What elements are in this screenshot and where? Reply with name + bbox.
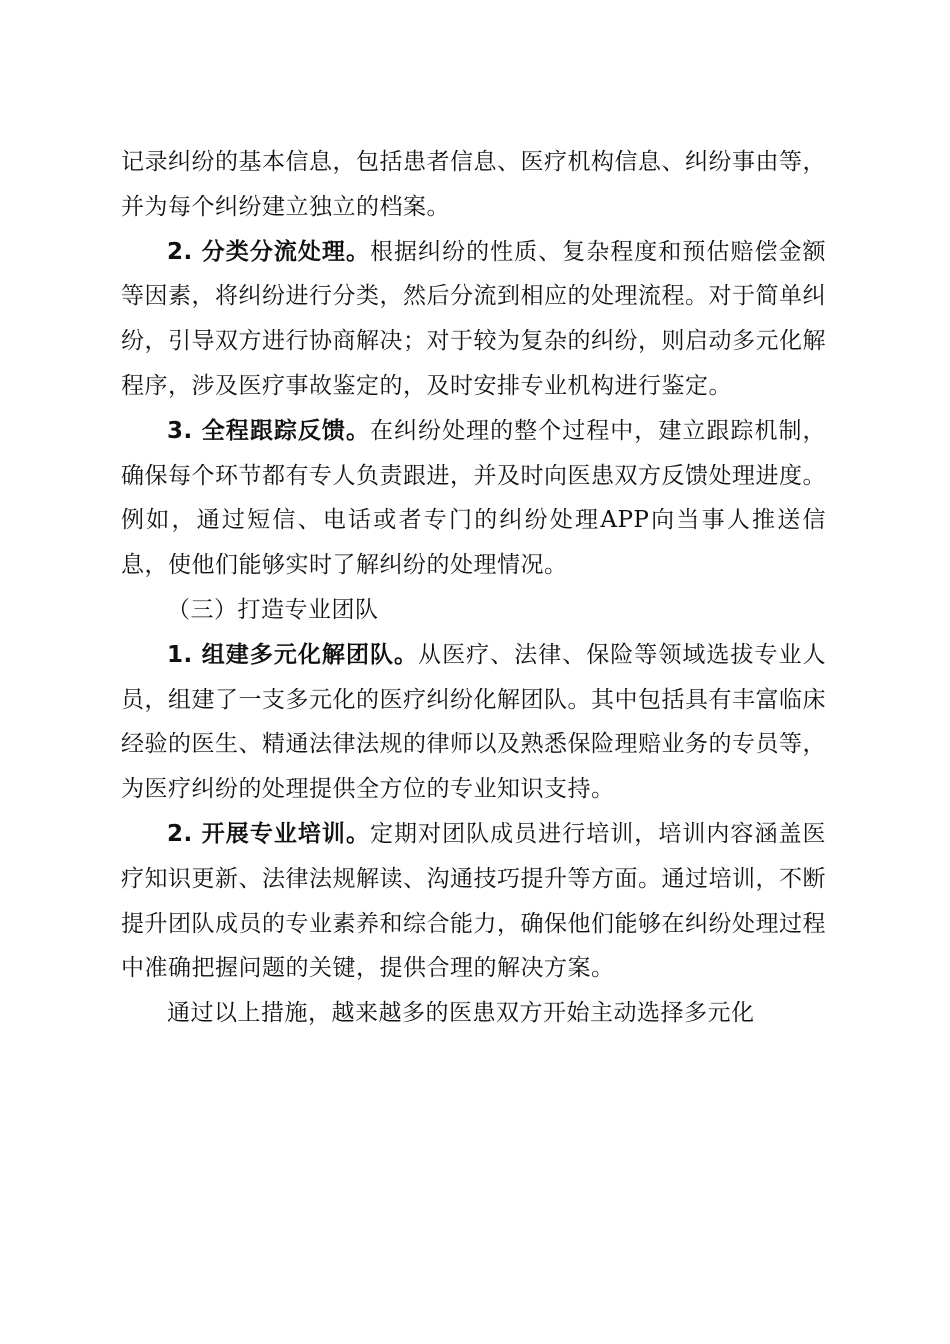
paragraph-body: 从医疗、法律、保险等领域选拔专业人员，组建了一支多元化的医疗纠纷化解团队。其中包括具有丰富临床经验的医生、精通法律法规的律师以及熟悉保险理赔业务的专员等，为医疗纠纷的处理提供全方位的专业知识支持。 — [121, 641, 827, 803]
paragraph-body: 记录纠纷的基本信息，包括患者信息、医疗机构信息、纠纷事由等，并为每个纠纷建立独立的档案。 — [121, 149, 826, 220]
paragraph-heading: 1. 组建多元化解团队。 — [167, 641, 419, 668]
section-heading: （三）打造专业团队 — [167, 596, 379, 623]
paragraph-continuation — [121, 140, 826, 230]
paragraph-body: 根据纠纷的性质、复杂程度和预估赔偿金额等因素，将纠纷进行分类，然后分流到相应的处理流程。对于简单纠纷，引导双方进行协商解决；对于较为复杂的纠纷，则启动多元化解程序，涉及医疗事故鉴定的，及时安排专业机构进行鉴定。 — [121, 238, 827, 399]
paragraph-classification — [121, 230, 826, 409]
paragraph-body: 通过以上措施，越来越多的医患双方开始主动选择多元化 — [167, 1000, 755, 1027]
paragraph-team — [121, 633, 826, 812]
paragraph-heading: 3. 全程跟踪反馈。 — [167, 417, 370, 444]
document-page — [121, 140, 826, 1036]
paragraph-heading: 2. 开展专业培训。 — [167, 820, 370, 847]
paragraph-training — [121, 812, 826, 991]
paragraph-body: 定期对团队成员进行培训，培训内容涵盖医疗知识更新、法律法规解读、沟通技巧提升等方面。通过培训，不断提升团队成员的专业素养和综合能力，确保他们能够在纠纷处理过程中准确把握问题的关键，提供合理的解决方案。 — [121, 820, 827, 982]
paragraph-tracking — [121, 409, 826, 588]
paragraph-heading: 2. 分类分流处理。 — [167, 238, 370, 265]
paragraph-conclusion — [121, 991, 826, 1036]
paragraph-body: 在纠纷处理的整个过程中，建立跟踪机制，确保每个环节都有专人负责跟进，并及时向医患双方反馈处理进度。例如，通过短信、电话或者专门的纠纷处理APP向当事人推送信息，使他们能够实时了解纠纷的处理情况。 — [121, 417, 827, 579]
